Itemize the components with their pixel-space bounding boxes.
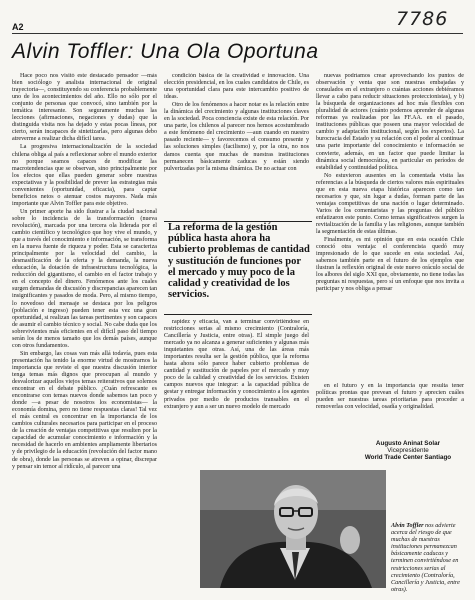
author-name: Augusto Aninat Solar	[375, 440, 441, 447]
paragraph: nuevas podríamos crear aprovechando los puntos de observación y venta que son nuestras embajadas y consulados en el extranjero o cuántas acciones debiéramos llevar a cabo para reducir situaciones proteccionistas), y b) la búsqueda de organizaciones ad hoc más flexibles con pluralidad de actores (cuánto podemos aprender de algunas reformas ya realizadas por las FF.AA. en el pasado, instituciones públicas que poseen una mayor velocidad de cambio y adaptación institucional, según los expertos). La burocracia del Estado y su relación con el poder al continuar una parte importante del conocimiento e información se convierte, además, en un factor que puede limitar la dinámica social democrática, en particular en períodos de estabilidad y continuidad política.	[316, 73, 464, 171]
column-3-bottom	[316, 383, 464, 439]
author-role: Vicepresidente	[387, 447, 429, 455]
paragraph: rapidez y eficacia, van a terminar convirtiéndose en restricciones serias al mismo crecimiento (Contraloría, Cancillería y Justicia, entre otras). El simple juego del mercado ya no alcanza a generar suficientes y algunas más inquietantes que otras. Así, una de las áreas más importantes resulta ser la gestión pública, que la reforma hasta ahora sólo parece haber cubierto problemas de cantidad y sustitución de papeles por el mercado y muy poco de la calidad y creatividad de los servicios. Existen campos nuevos que integrar: a la capacidad pública de gestar y entregar información y conocimiento a los agentes privados por medio de productos transables en el extranjero y aun a ser un nuevo modelo de mercado	[164, 319, 309, 410]
photo-caption	[391, 522, 465, 593]
paragraph: Hace poco nos visitó este destacado pensador —más bien sociólogo y analista internacional de original trayectoria—, constituyendo su conferencia probablemente uno de los acontecimientos del año. Ello no sólo por el conjunto de personas que convocó, sino también por la temática interesante. Son seguramente muchas las lecciones (afirmaciones, negaciones y dudas) que la distinguida visita nos ha dejado y estas pocas líneas, por cierto, serán incapaces de sintetizarlas, pero algunas debo atreverme a realizar dicha difícil tarea.	[12, 73, 157, 143]
paragraph: Un primer aporte ha sido ilustrar a la ciudad nacional sobre lo incidencia de la transformación (nueva revolución), marcada por una tercera ola liderada por el cambio científico y tecnológico que hoy vive el mundo, y que a través del conocimiento e información, se transforma en la nueva fuente de riqueza y poder. Esta se caracteriza principalmente por la velocidad del cambio, la desmasificación de la oferta y la demanda, la nueva educación, la dotación de infraestructura tecnológica, la reducción del gigantismo, el cambio en el factor trabajo y en el concepto del dinero. Fenómenos ante los cuales surgen demandas de discusión y discrepancias aparecen tan insignificantes y pasados de moda. Pero, al mismo tiempo, lo novedoso del mensaje se destaca por los peligros (población e ingreso) pueden tener esta vez una gran oportunidad, si realizan las tareas pertinentes y son capaces de asumir el cambio técnico y social. No cabe duda que los sobrevivientes más eficientes en el difícil paso del tiempo serán los de menos tamaño que los demás países, aunque con otros fundamentos.	[12, 208, 157, 349]
pull-quote: La reforma de la gestión pública hasta ahora ha cubierto problemas de cantidad y sustitución de funciones por el mercado y muy poco de la calidad y creatividad de los servicios.	[168, 222, 310, 301]
paragraph: en el futuro y en la importancia que resulta tener políticas prontas que prevean el futuro y aprecien cuáles pueden ser nuestras tareas prioritarias para proceder a removerlas con velocidad, osadía y originalidad.	[316, 383, 464, 411]
author-signoff	[352, 440, 464, 462]
paragraph: No estuvieron ausentes en la comentada visita las referencias a la búsqueda de ciertos valores más espirituales que en esta nueva etapa histórica aparecen como tan necesarios y que, sin lugar a dudas, forman parte de las ventajas competitivas de una nación o lugar determinado. Varios de los comentaristas y las preguntas del público enfatizaron este punto. Como temas significativos surgen la revitalización de la familia y las religiones, aunque también la segmentación de estas últimas.	[316, 172, 464, 236]
caption-name: Alvin Toffler	[391, 522, 424, 529]
paragraph: Sin embargo, las cosas van más allá todavía, pues esta presentación ha tenido la enorme virtud de mostrarnos la importancia que reviste el que nuestra discusión interior tenga temas más dignos que preocupan al mundo y desvalorizar aquellos viejos temas reiterativos que solemos encontrar en el debate público. ¿Cuán refrescante es encontrarse con temas nuevos donde sabemos tan poco y donde —a pesar de nosotros los economistas— la economía domina, pero no tiene respuestas claras! Tal vez el más central es concentrar en la importancia de los cambios culturales necesarios para participar en el proceso de la creación de ventajas competitivas que resulten por la capacidad de acumular conocimiento e información y la necesidad de hacerlo en ambientes ampliamente libertarios y de privilegio de la educación (revolución del factor mano de obra), donde las personas se atreven a opinar, discrepar y pensar sin temor al ridículo, al parecer una	[12, 350, 157, 470]
column-3-top	[316, 73, 464, 379]
top-rule	[12, 33, 463, 34]
paragraph: Finalmente, es mi opinión que en esta ocasión Chile conoció otra ventaja: el conferencista quedó muy impresionado de lo que sucede en esta sociedad. Así, sabemos también parte en el futuro de los ejemplos que ilustran la reflexión original de este nuevo oráculo social de los albores del siglo XXI que, obviamente, no tiene todas las preguntas ni respuestas, pero sí un enfoque que nos invita a participar y nos obliga a pensar	[316, 237, 464, 293]
headline: Alvin Toffler: Una Ola Oportuna	[12, 40, 319, 63]
page-number: A2	[12, 22, 24, 32]
caption-text: nos advierte acerca del riesgo de que muchas de nuestras instituciones permanezcan básicamente caducas y terminen convirtiéndose en restricciones serias al crecimiento (Contraloría, Cancillería y Justicia, entre otras).	[391, 522, 460, 593]
paragraph: La progresiva internacionalización de la sociedad chilena obliga al país a reflexionar sobre el mundo exterior no porque seamos capaces de modificar las macrotendencias que se observan, sino principalmente por los efectos que ellas pueden generar sobre nuestras expectativas y la posibilidad de prever las estrategias más convenientes (oportunidad, eficacia), para captar beneficios netos o atenuar costos mayores. Nada más importante que Alvin Toffler para este objetivo.	[12, 144, 157, 207]
paragraph: condición básica de la creatividad e innovación. Una elección presidencial, en los cuales candidatos de Chile, es una oportunidad clara para este intercambio positivo de ideas.	[164, 73, 309, 101]
column-1	[12, 73, 157, 585]
column-2-bottom	[164, 319, 309, 439]
pull-quote-rule-bottom	[164, 314, 312, 315]
portrait-illustration	[200, 470, 386, 588]
portrait-photo	[200, 470, 386, 588]
column-2-top	[164, 73, 309, 219]
paragraph: Otro de los fenómenos a hacer notar es la relación entre la dinámica del crecimiento y algunas instituciones claves en la sociedad. Poca conciencia existe de esta relación. Por una parte, los chilenos al parecer nos hemos acostumbrado a este fenómeno del crecimiento —aun cuando en nuestro pasado reciente— y favorecemos el consumo presente y las soluciones simples (facilismo) y, por la otra, no nos damos cuenta que muchas de nuestras instituciones permanecen básicamente caducas y están siendo pulverizadas por la misma dinámica. De no actuar con	[164, 102, 309, 172]
handwritten-note: 7786	[396, 8, 449, 30]
author-organization: World Trade Center Santiago	[364, 454, 452, 462]
